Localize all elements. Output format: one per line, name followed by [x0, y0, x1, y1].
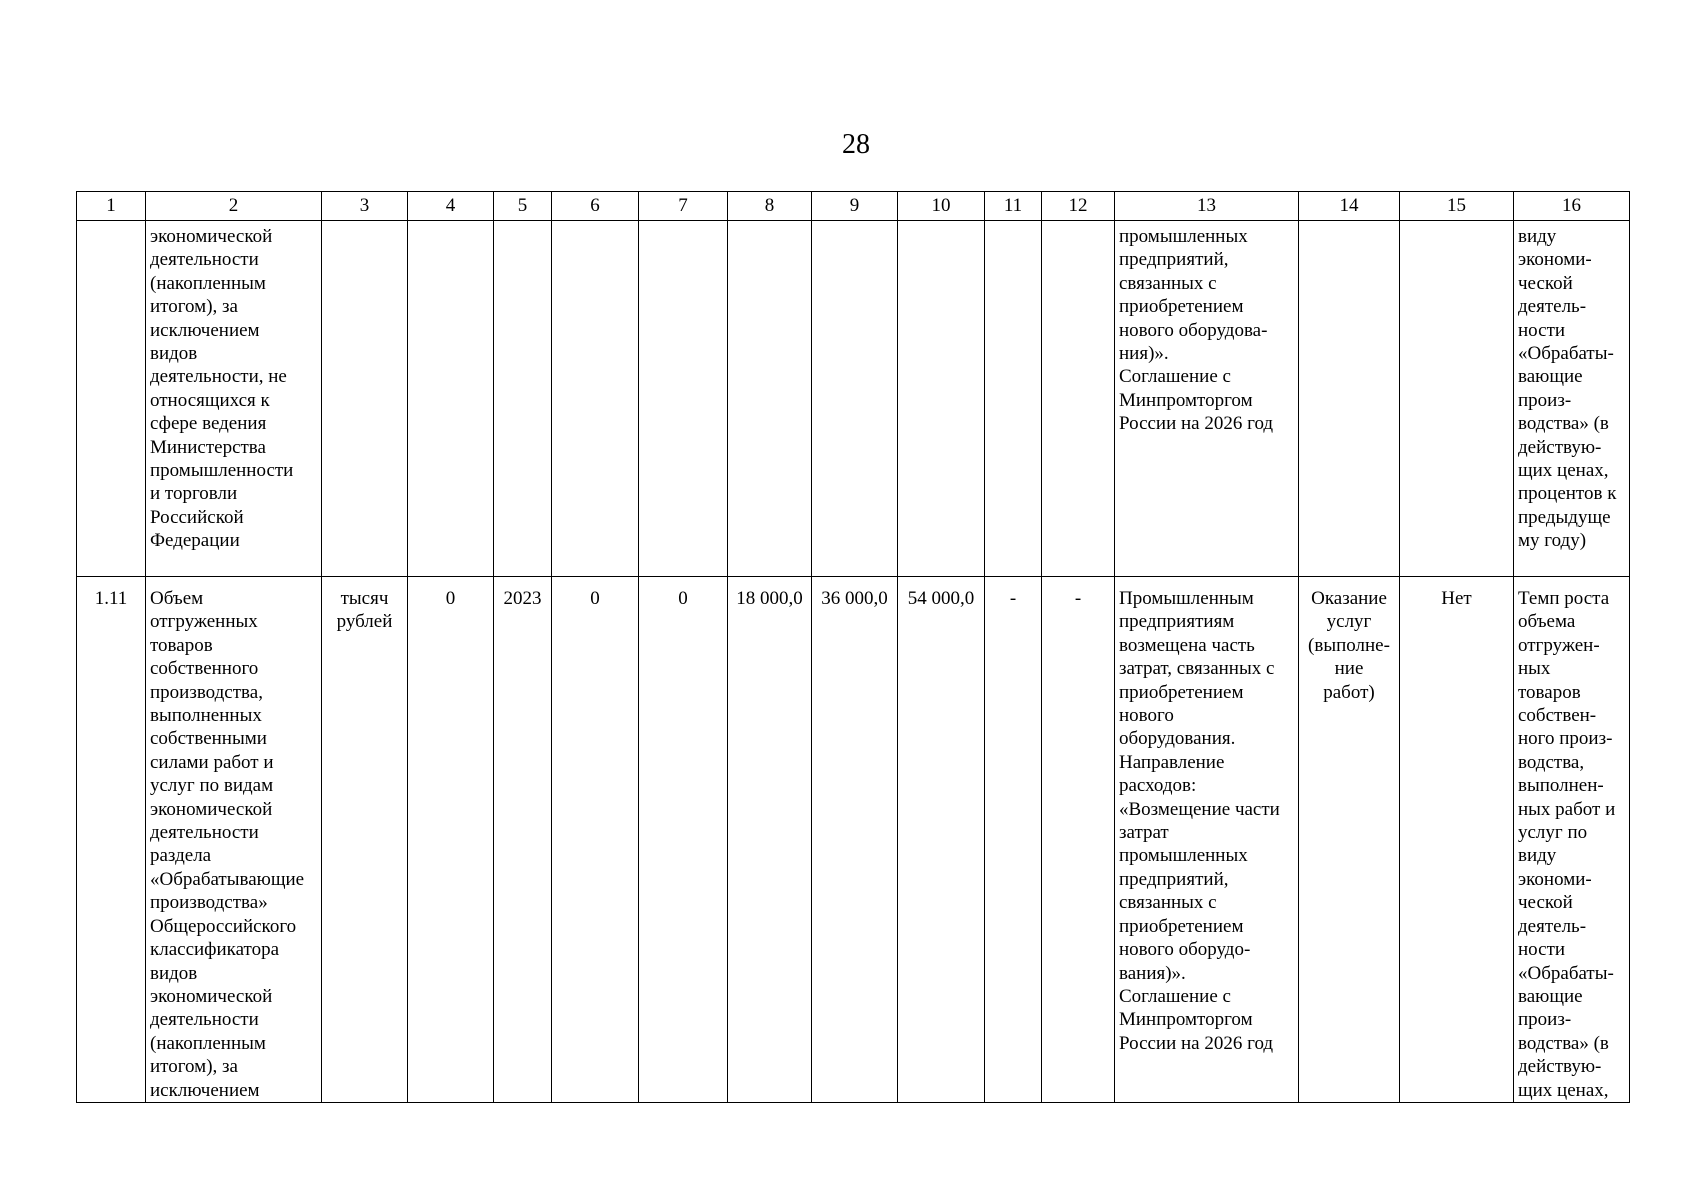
header-cell: 8 — [728, 192, 812, 221]
table-cell — [898, 221, 985, 577]
result-description-cell: Промышленным предприятиям возмещена часть затрат, связанных с приобретением нового оборудования. Направление расходов: «Возмещение части затрат промышленных предприятий, связанных с приобретением нового оборудо- вания)». Соглашение с Минпромторгом России на 2026 год — [1115, 577, 1299, 1103]
value-cell: - — [1042, 577, 1115, 1103]
header-cell: 1 — [77, 192, 146, 221]
table-cell — [1042, 221, 1115, 577]
value-cell: - — [985, 577, 1042, 1103]
table-cell — [552, 221, 639, 577]
indicator-definition-cell: виду экономи- ческой деятель- ности «Обрабаты- вающие произ- водства» (в действую- щих ценах, процентов к предыдуще му году) — [1514, 221, 1630, 577]
value-cell: 36 000,0 — [812, 577, 898, 1103]
header-row — [77, 192, 1630, 221]
header-cell: 16 — [1514, 192, 1630, 221]
table-cell — [1400, 221, 1514, 577]
header-cell: 5 — [494, 192, 552, 221]
table-cell — [1299, 221, 1400, 577]
value-cell: 54 000,0 — [898, 577, 985, 1103]
table-cell — [985, 221, 1042, 577]
value-cell: 0 — [552, 577, 639, 1103]
page-number: 28 — [842, 129, 870, 160]
unit-cell: тысяч рублей — [322, 577, 408, 1103]
header-cell: 4 — [408, 192, 494, 221]
value-cell: 0 — [639, 577, 728, 1103]
table-row-continuation — [77, 221, 1630, 577]
table-row-1-11 — [77, 577, 1630, 1103]
header-cell: 9 — [812, 192, 898, 221]
table-cell — [639, 221, 728, 577]
flag-cell: Нет — [1400, 577, 1514, 1103]
table-cell — [408, 221, 494, 577]
data-table — [76, 191, 1630, 1103]
header-cell: 10 — [898, 192, 985, 221]
table-cell — [812, 221, 898, 577]
table-cell — [322, 221, 408, 577]
header-cell: 12 — [1042, 192, 1115, 221]
indicator-name-cell: экономической деятельности (накопленным итогом), за исключением видов деятельности, не относящихся к сфере ведения Министерства промышленности и торговли Российской Федерации — [146, 221, 322, 577]
table-cell — [728, 221, 812, 577]
header-cell: 6 — [552, 192, 639, 221]
table-cell — [494, 221, 552, 577]
header-cell: 7 — [639, 192, 728, 221]
header-cell: 15 — [1400, 192, 1514, 221]
result-type-cell: Оказание услуг (выполне- ние работ) — [1299, 577, 1400, 1103]
header-cell: 14 — [1299, 192, 1400, 221]
base-year-cell: 2023 — [494, 577, 552, 1103]
header-cell: 11 — [985, 192, 1042, 221]
indicator-definition-cell: Темп роста объема отгружен- ных товаров собствен- ного произ- водства, выполнен- ных работ и услуг по виду экономи- ческой деятель- ности «Обрабаты- вающие произ- водства» (в действую- щих ценах, — [1514, 577, 1630, 1103]
row-number-cell: 1.11 — [77, 577, 146, 1103]
base-value-cell: 0 — [408, 577, 494, 1103]
table-cell — [77, 221, 146, 577]
header-cell: 3 — [322, 192, 408, 221]
header-cell: 13 — [1115, 192, 1299, 221]
value-cell: 18 000,0 — [728, 577, 812, 1103]
result-description-cell: промышленных предприятий, связанных с приобретением нового оборудова- ния)». Соглашение с Минпромторгом России на 2026 год — [1115, 221, 1299, 577]
indicator-name-cell: Объем отгруженных товаров собственного производства, выполненных собственными силами работ и услуг по видам экономической деятельности раздела «Обрабатывающие производства» Общероссийского классификатора видов экономической деятельности (накопленным итогом), за исключением — [146, 577, 322, 1103]
header-cell: 2 — [146, 192, 322, 221]
